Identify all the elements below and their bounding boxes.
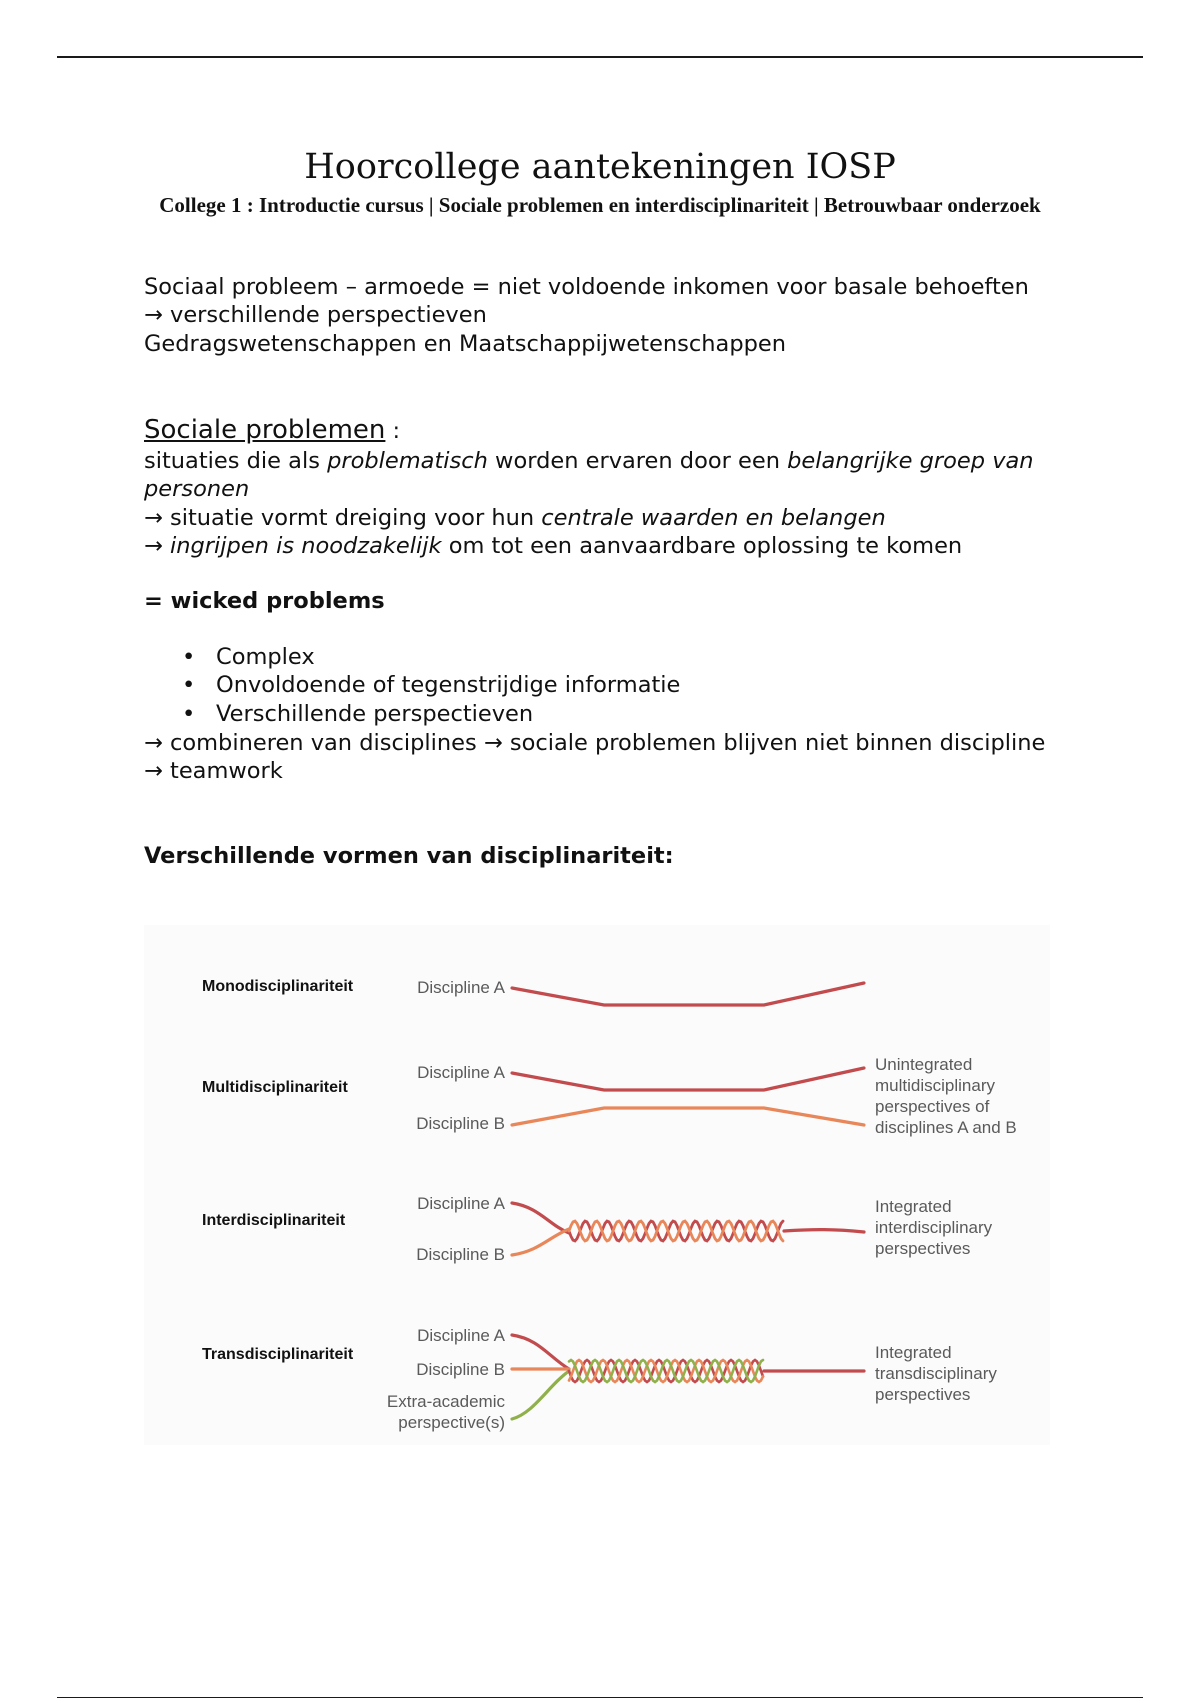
disciplinarity-figure	[144, 925, 1050, 1445]
row-title-mono: Monodisciplinariteit	[202, 978, 354, 995]
def-line2-a: → situatie vormt dreiging voor hun	[144, 504, 542, 531]
label-inter-a: Discipline A	[417, 1194, 505, 1213]
row-title-inter: Interdisciplinariteit	[202, 1212, 346, 1229]
bullet-dot: •	[182, 644, 196, 670]
definition-line3	[144, 532, 1064, 560]
result-inter-2: interdisciplinary	[875, 1218, 993, 1237]
result-trans-3: perspectives	[875, 1385, 971, 1404]
definition-colon: :	[385, 418, 401, 444]
result-trans-2: transdisciplinary	[875, 1364, 997, 1383]
bullet-text: Verschillende perspectieven	[216, 700, 534, 727]
p1-line1: Sociaal probleem – armoede = niet voldoende inkomen voor basale behoeften	[144, 274, 1029, 300]
label-multi-a: Discipline A	[417, 1063, 505, 1082]
def-line3-b: ingrijpen is noodzakelijk	[170, 532, 442, 559]
bullet-text: Onvoldoende of tegenstrijdige informatie	[216, 672, 681, 699]
document-subtitle: College 1 : Introductie cursus | Sociale problemen en interdisciplinariteit | Betrouwbaar onderzoek	[159, 193, 1041, 217]
paragraph-definition	[144, 414, 1064, 560]
result-multi-2: multidisciplinary	[875, 1076, 995, 1095]
p1-line3: Gedragswetenschappen en Maatschappijwetenschappen	[144, 330, 786, 357]
bullet-item	[144, 643, 1044, 671]
result-multi-3: perspectives of	[875, 1097, 990, 1116]
section-heading: Verschillende vormen van disciplinariteit:	[144, 843, 674, 869]
paragraph-combining: → combineren van disciplines → sociale problemen blijven niet binnen discipline → teamwork	[144, 730, 1046, 785]
disciplinarity-diagram	[144, 925, 1050, 1445]
label-multi-b: Discipline B	[416, 1114, 505, 1133]
row-title-multi: Multidisciplinariteit	[202, 1079, 348, 1096]
def-line3-a: →	[144, 532, 171, 559]
bullet-list	[144, 643, 1044, 728]
definition-heading-line	[144, 414, 1064, 447]
p1-line2: → verschillende perspectieven	[144, 302, 487, 329]
result-inter-3: perspectives	[875, 1239, 971, 1258]
def-text-b: problematisch	[327, 448, 488, 474]
document-title: Hoorcollege aantekeningen IOSP	[304, 147, 896, 187]
definition-line2	[144, 504, 1064, 532]
bullet-item	[144, 700, 1044, 728]
bullet-text: Complex	[216, 644, 315, 670]
wicked-problems-label: = wicked problems	[144, 588, 385, 614]
bullet-dot: •	[182, 672, 196, 699]
result-multi-1: Unintegrated	[875, 1055, 973, 1074]
label-inter-b: Discipline B	[416, 1245, 505, 1264]
def-text-c: worden ervaren door een	[487, 448, 788, 474]
def-text-d: belangrijke groep van personen	[144, 448, 1034, 503]
bottom-rule	[57, 1697, 1143, 1698]
label-mono-a: Discipline A	[417, 978, 505, 997]
top-rule	[57, 56, 1143, 58]
label-trans-a: Discipline A	[417, 1326, 505, 1345]
paragraph-social-problem	[144, 273, 1064, 358]
bullet-item	[144, 671, 1044, 699]
result-inter-1: Integrated	[875, 1197, 952, 1216]
label-trans-b: Discipline B	[416, 1360, 505, 1379]
label-trans-extra-1: Extra-academic	[386, 1392, 505, 1411]
definition-heading: Sociale problemen	[144, 415, 386, 445]
definition-line1	[144, 447, 1064, 504]
result-multi-4: disciplines A and B	[875, 1118, 1017, 1137]
bullet-dot: •	[182, 700, 196, 727]
def-line2-b: centrale waarden en belangen	[541, 504, 886, 531]
row-title-trans: Transdisciplinariteit	[202, 1346, 354, 1363]
label-trans-extra-2: perspective(s)	[398, 1413, 505, 1432]
def-text-a: situaties die als	[144, 448, 328, 474]
result-trans-1: Integrated	[875, 1343, 952, 1362]
def-line3-c: om tot een aanvaardbare oplossing te komen	[441, 532, 963, 559]
